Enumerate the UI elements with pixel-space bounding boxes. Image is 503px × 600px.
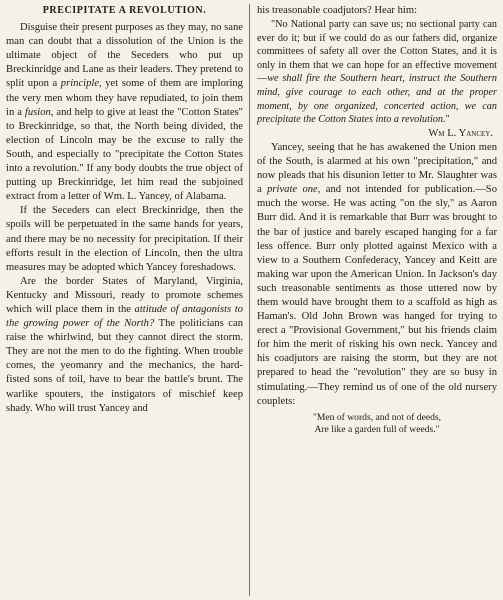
right-column	[257, 4, 497, 596]
paragraph-2: If the Seceders can elect Breckinridge, then the spoils will be perpetuated in the same hands for years, and there may be no necessity for precipitation. If their efforts result in the election of Lincoln, then the ultra measures may be adopted which Yancey foreshadows.	[6, 205, 243, 273]
paragraph-3-emphasis: attitude of antagonists to the growing power of the North?	[6, 303, 243, 330]
paragraph-4-text-a: Yancey, seeing that he has awakened the Union men of the South, is alarmed at his own "precipitation," and now pleads that his disunion letter to Mr. Slaughter was a	[257, 141, 497, 196]
left-column	[6, 4, 243, 596]
paragraph-1-text-c: , and help to give at least the "Cotton States" to Breckinridge, so that, the North being divided, the election of Lincoln may be the excuse to rally the South, and especially to "precipitate the Cotton States into a revolution." If any body doubts the true object of putting up Breckinridge, let him read the subjoined extract from a letter of Wm. L. Yancey, of Alabama.	[6, 106, 243, 203]
article-title: PRECIPITATE A REVOLUTION.	[42, 5, 207, 16]
yancey-quote	[257, 18, 497, 127]
paragraph-1	[6, 21, 243, 204]
paragraph-3-text-a: Are the border States of Maryland, Virginia, Kentucky and Missouri, ready to promote schemes which will place them in the	[6, 275, 243, 315]
paragraph-4-emphasis: private one	[267, 184, 318, 196]
paragraph-4	[257, 141, 497, 409]
paragraph-1-emphasis-principle: principle	[60, 78, 100, 90]
paragraph-1-text-b: , yet some of them are imploring the very men whom they have repudiated, to join them in a	[6, 78, 243, 118]
couplet-line-2: Are like a garden full of weeds."	[314, 423, 440, 435]
paragraph-3	[6, 275, 243, 416]
right-column-continuation: his treasonable coadjutors? Hear him:	[257, 5, 418, 16]
couplet-line-1: "Men of words, and not of deeds,	[312, 411, 442, 423]
column-divider	[249, 4, 250, 596]
paragraph-1-emphasis-fusion: fusion	[24, 106, 51, 118]
nursery-couplet	[257, 412, 497, 436]
quote-text-b: "	[445, 114, 450, 126]
paragraph-4-text-b: , and not intended for publication.—So much the worse. He was acting "on the sly," as Aaron Burr did. And it is remarkable that Burr was brought to the bar of justice and barely escaped hanging for a far less offence. Burr only plotted against Mexico with a view to a Southern Confederacy, Yancey and Keitt are making war upon the American Union. In Jackson's day such treasonable sentiments as those uttered now by them would have brought them to a scaffold as high as Haman's. Old John Brown was hanged for trying to erect a "Provisional Government," but his friends claim for him the merit of risking his own neck. Yancey and his coadjutors are raising the storm, but they are not prepared to head the "revolution" they are so busy in stimulating.—They remind us of one of the old nursery couplets:	[257, 184, 497, 407]
quote-signature: Wm L. Yancey.	[428, 127, 493, 139]
quote-text-a: "No National party can save us; no sectional party can ever do it; but if we could do as our fathers did, organize committees of safety all over the Cotton States, and it is only in them that we can hope for an effective movement—	[257, 19, 497, 85]
paragraph-1-text-a: Disguise their present purposes as they may, no sane man can doubt that a dissolution of the Union is the ultimate object of the Seceders who put up Breckinridge and Lane as their leaders. They pretend to split upon a	[6, 22, 243, 90]
paragraph-3-text-b: The politicians can raise the whirlwind, but they cannot direct the storm. They are not the men to do the fighting. When trouble comes, the yeomanry and the mechanics, the hard-fisted sons of toil, have to bear the battle's brunt. The warlike spouters, the instigators of mischief keep shady. Who will trust Yancey and	[6, 318, 243, 414]
quote-emphasis: we shall fire the Southern heart, instruct the Southern mind, give courage to each other, and at the proper moment, by one organized, concerted action, we can precipitate the Cotton States into a revolution.	[257, 73, 497, 126]
